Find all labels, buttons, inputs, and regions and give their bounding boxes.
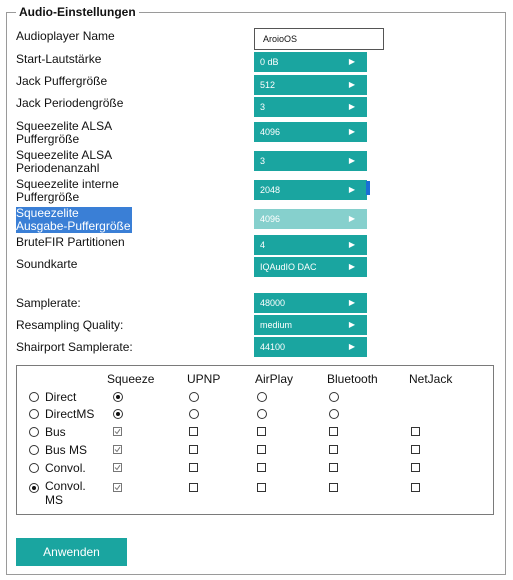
select-value: 3 [260, 102, 266, 112]
label-squeezelite-alsa-periods: Squeezelite ALSA Periodenanzahl [16, 148, 112, 175]
source-radio[interactable] [189, 409, 199, 419]
select-value: 4096 [260, 214, 281, 224]
arrow-right-icon: ▶ [348, 320, 355, 329]
matrix-column-header: UPNP [187, 372, 221, 386]
matrix-column-header: NetJack [409, 372, 453, 386]
select-value: 4096 [260, 127, 281, 137]
squeezelite-output-buffer-select[interactable] [254, 209, 367, 229]
matrix-row-label: Convol. [45, 461, 86, 475]
squeezelite-alsa-buffer-select[interactable] [254, 122, 367, 142]
label-squeezelite-output-buffer: Squeezelite Ausgabe-Puffergröße [16, 206, 131, 233]
arrow-right-icon: ▶ [348, 102, 355, 111]
routing-matrix [16, 365, 494, 515]
source-checkbox[interactable] [189, 483, 198, 492]
matrix-row-label: Bus MS [45, 443, 88, 457]
label-squeezelite-internal-buffer: Squeezelite interne Puffergröße [16, 177, 119, 204]
focus-marker [366, 181, 370, 195]
start-volume-select[interactable] [254, 52, 367, 72]
arrow-right-icon: ▶ [348, 57, 355, 66]
source-checkbox[interactable] [329, 463, 338, 472]
source-checkbox-checked[interactable] [113, 445, 122, 454]
arrow-right-icon: ▶ [348, 298, 355, 307]
source-checkbox[interactable] [257, 427, 266, 436]
select-value: 44100 [260, 342, 286, 352]
source-radio[interactable] [329, 409, 339, 419]
samplerate-select[interactable] [254, 293, 367, 313]
label-jack-period: Jack Periodengröße [16, 96, 124, 110]
arrow-right-icon: ▶ [348, 185, 355, 194]
matrix-row-label: DirectMS [45, 407, 95, 421]
matrix-row-label: Bus [45, 425, 66, 439]
source-checkbox[interactable] [257, 445, 266, 454]
arrow-right-icon: ▶ [348, 80, 355, 89]
label-start-volume: Start-Lautstärke [16, 52, 102, 66]
label-audioplayer-name: Audioplayer Name [16, 29, 115, 43]
label-shairport-samplerate: Shairport Samplerate: [16, 340, 133, 354]
resampling-quality-select[interactable] [254, 315, 367, 335]
output-mode-radio[interactable] [29, 445, 39, 455]
source-checkbox[interactable] [257, 483, 266, 492]
source-checkbox[interactable] [411, 427, 420, 436]
select-value: 512 [260, 80, 276, 90]
source-checkbox[interactable] [257, 463, 266, 472]
matrix-row-label: Convol. MS [45, 479, 86, 507]
squeezelite-alsa-periods-select[interactable] [254, 151, 367, 171]
source-checkbox[interactable] [189, 463, 198, 472]
source-checkbox[interactable] [329, 483, 338, 492]
select-value: 2048 [260, 185, 281, 195]
label-resampling-quality: Resampling Quality: [16, 318, 124, 332]
jack-period-select[interactable] [254, 97, 367, 117]
matrix-row-label: Direct [45, 390, 77, 404]
label-brutefir-partitions: BruteFIR Partitionen [16, 235, 125, 249]
select-value: 3 [260, 156, 266, 166]
section-title: Audio-Einstellungen [16, 5, 139, 19]
arrow-right-icon: ▶ [348, 342, 355, 351]
select-value: 48000 [260, 298, 286, 308]
output-mode-radio[interactable] [29, 427, 39, 437]
select-value: 0 dB [260, 57, 279, 67]
source-radio[interactable] [257, 409, 267, 419]
source-checkbox[interactable] [411, 483, 420, 492]
source-radio[interactable] [113, 392, 123, 402]
source-checkbox[interactable] [329, 427, 338, 436]
source-checkbox-checked[interactable] [113, 483, 122, 492]
select-value: IQAudIO DAC [260, 262, 317, 272]
audioplayer-name-input[interactable]: AroioOS [254, 28, 384, 50]
select-value: 4 [260, 240, 266, 250]
source-radio[interactable] [257, 392, 267, 402]
output-mode-radio[interactable] [29, 483, 39, 493]
arrow-right-icon: ▶ [348, 127, 355, 136]
source-checkbox[interactable] [329, 445, 338, 454]
source-radio[interactable] [329, 392, 339, 402]
source-radio[interactable] [189, 392, 199, 402]
output-mode-radio[interactable] [29, 463, 39, 473]
output-mode-radio[interactable] [29, 409, 39, 419]
arrow-right-icon: ▶ [348, 156, 355, 165]
source-checkbox[interactable] [411, 463, 420, 472]
label-samplerate: Samplerate: [16, 296, 81, 310]
matrix-column-header: AirPlay [255, 372, 294, 386]
label-soundcard: Soundkarte [16, 257, 78, 271]
label-jack-buffer: Jack Puffergröße [16, 74, 108, 88]
squeezelite-internal-buffer-select[interactable] [254, 180, 367, 200]
arrow-right-icon: ▶ [348, 240, 355, 249]
apply-button[interactable]: Anwenden [16, 538, 127, 566]
source-checkbox[interactable] [189, 445, 198, 454]
select-value: medium [260, 320, 293, 330]
shairport-samplerate-select[interactable] [254, 337, 367, 357]
source-checkbox-checked[interactable] [113, 463, 122, 472]
output-mode-radio[interactable] [29, 392, 39, 402]
source-checkbox[interactable] [189, 427, 198, 436]
source-checkbox-checked[interactable] [113, 427, 122, 436]
matrix-column-header: Squeeze [107, 372, 155, 386]
matrix-column-header: Bluetooth [327, 372, 378, 386]
soundcard-select[interactable] [254, 257, 367, 277]
brutefir-partitions-select[interactable] [254, 235, 367, 255]
source-radio[interactable] [113, 409, 123, 419]
source-checkbox[interactable] [411, 445, 420, 454]
jack-buffer-select[interactable] [254, 75, 367, 95]
label-squeezelite-alsa-buffer: Squeezelite ALSA Puffergröße [16, 119, 112, 146]
arrow-right-icon: ▶ [348, 262, 355, 271]
arrow-right-icon: ▶ [348, 214, 355, 223]
